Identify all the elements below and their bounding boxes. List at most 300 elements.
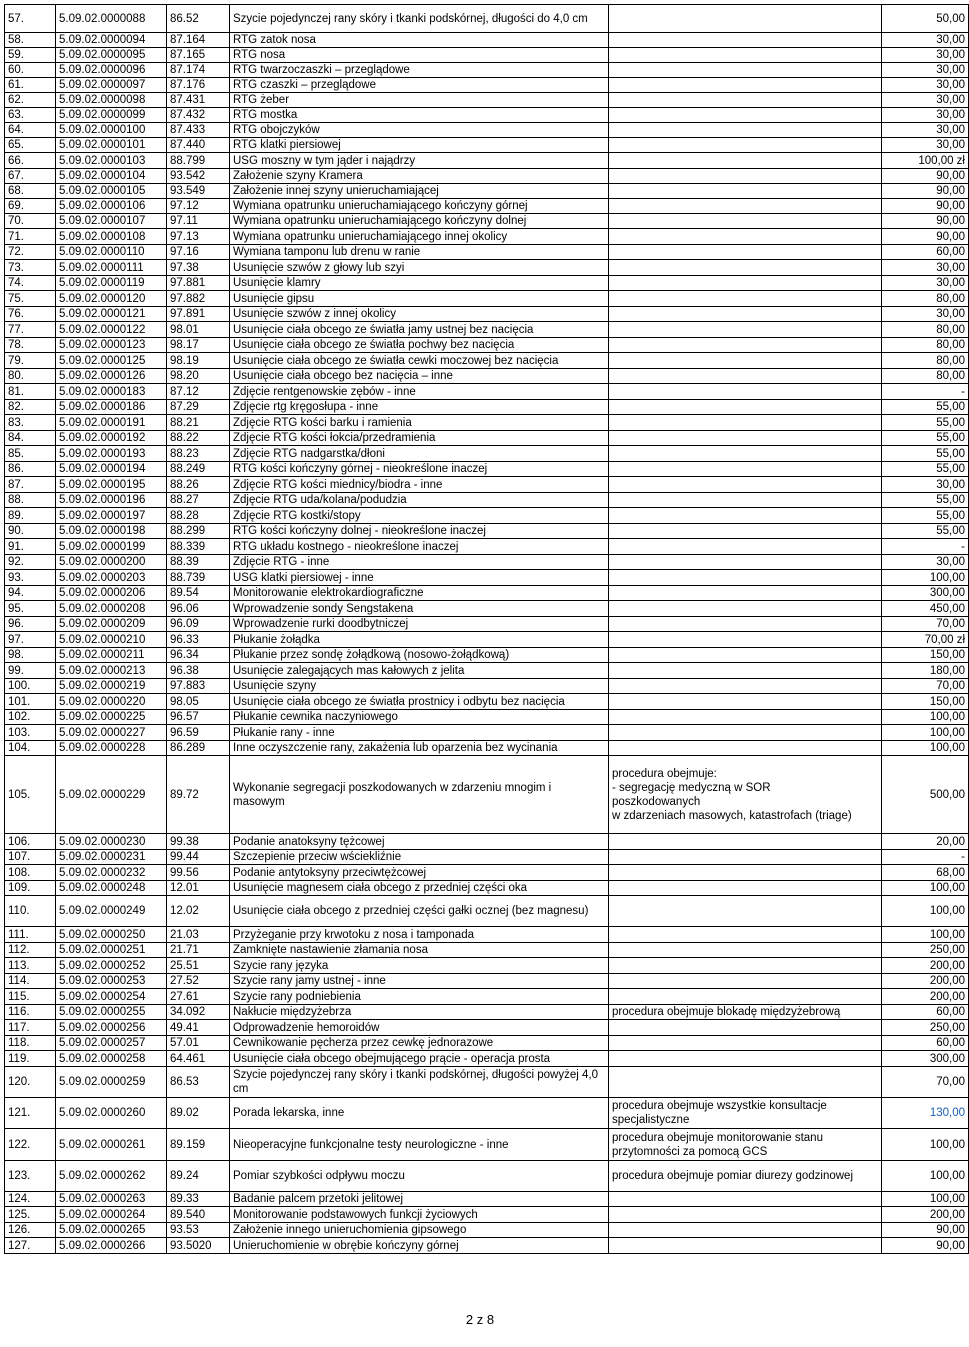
procedure-note-cell <box>609 384 882 400</box>
procedure-code-cell: 5.09.02.0000186 <box>56 400 167 415</box>
procedure-code-cell: 5.09.02.0000230 <box>56 834 167 850</box>
table-row <box>5 493 969 508</box>
row-number-cell: 76. <box>5 307 56 322</box>
row-number-cell: 91. <box>5 539 56 555</box>
row-number-cell: 83. <box>5 415 56 431</box>
price-cell: 90,00 <box>882 199 969 214</box>
row-number-cell: 61. <box>5 78 56 93</box>
table-row <box>5 570 969 586</box>
procedure-code-cell: 5.09.02.0000263 <box>56 1192 167 1207</box>
icd9-code-cell: 98.17 <box>167 338 230 353</box>
row-number-cell: 70. <box>5 214 56 229</box>
table-row <box>5 184 969 199</box>
row-number-cell: 62. <box>5 93 56 108</box>
row-number-cell: 92. <box>5 555 56 570</box>
procedure-code-cell: 5.09.02.0000197 <box>56 508 167 524</box>
price-cell: 30,00 <box>882 276 969 291</box>
table-row <box>5 1223 969 1238</box>
procedure-note-cell <box>609 322 882 338</box>
price-cell: 250,00 <box>882 1020 969 1036</box>
row-number-cell: 100. <box>5 679 56 694</box>
row-number-cell: 94. <box>5 586 56 601</box>
price-cell: 60,00 <box>882 245 969 260</box>
price-cell: 30,00 <box>882 63 969 78</box>
row-number-cell: 93. <box>5 570 56 586</box>
procedure-note-cell <box>609 276 882 291</box>
price-cell: 60,00 <box>882 1036 969 1051</box>
procedure-note-cell <box>609 33 882 48</box>
procedure-name-cell: Zdjęcie RTG uda/kolana/podudzia <box>230 493 609 508</box>
table-row <box>5 1129 969 1161</box>
table-row <box>5 1192 969 1207</box>
icd9-code-cell: 87.176 <box>167 78 230 93</box>
procedure-note-cell <box>609 353 882 369</box>
procedure-code-cell: 5.09.02.0000258 <box>56 1051 167 1067</box>
price-cell: 80,00 <box>882 322 969 338</box>
row-number-cell: 125. <box>5 1207 56 1223</box>
row-number-cell: 95. <box>5 601 56 617</box>
row-number-cell: 88. <box>5 493 56 508</box>
procedure-note-cell <box>609 570 882 586</box>
procedure-name-cell: Usunięcie klamry <box>230 276 609 291</box>
procedure-name-cell: Odprowadzenie hemoroidów <box>230 1020 609 1036</box>
procedure-note-cell <box>609 958 882 974</box>
icd9-code-cell: 88.21 <box>167 415 230 431</box>
procedure-name-cell: Usunięcie szwów z innej okolicy <box>230 307 609 322</box>
procedure-name-cell: Podanie anatoksyny tężcowej <box>230 834 609 850</box>
procedure-code-cell: 5.09.02.0000183 <box>56 384 167 400</box>
price-cell: 100,00 <box>882 710 969 725</box>
procedure-note-cell <box>609 1238 882 1254</box>
procedure-code-cell: 5.09.02.0000121 <box>56 307 167 322</box>
procedure-note-cell <box>609 974 882 989</box>
icd9-code-cell: 64.461 <box>167 1051 230 1067</box>
procedure-name-cell: Szycie pojedynczej rany skóry i tkanki podskórnej, długości powyżej 4,0 cm <box>230 1067 609 1098</box>
procedure-code-cell: 5.09.02.0000219 <box>56 679 167 694</box>
table-row <box>5 648 969 663</box>
procedure-name-cell: Porada lekarska, inne <box>230 1098 609 1129</box>
procedure-note-cell <box>609 679 882 694</box>
price-cell: 55,00 <box>882 431 969 446</box>
price-cell: 100,00 zł <box>882 153 969 169</box>
price-cell: 150,00 <box>882 648 969 663</box>
price-cell: 100,00 <box>882 927 969 943</box>
price-cell: 80,00 <box>882 338 969 353</box>
icd9-code-cell: 21.03 <box>167 927 230 943</box>
procedure-note-cell <box>609 539 882 555</box>
procedure-name-cell: Usunięcie ciała obcego z przedniej części gałki ocznej (bez magnesu) <box>230 896 609 927</box>
row-number-cell: 97. <box>5 632 56 648</box>
procedure-note-cell <box>609 1192 882 1207</box>
procedure-name-cell: Usunięcie ciała obcego ze światła cewki moczowej bez nacięcia <box>230 353 609 369</box>
procedure-code-cell: 5.09.02.0000232 <box>56 865 167 881</box>
table-row <box>5 431 969 446</box>
procedure-name-cell: Szycie rany podniebienia <box>230 989 609 1005</box>
procedure-code-cell: 5.09.02.0000100 <box>56 123 167 138</box>
procedure-code-cell: 5.09.02.0000249 <box>56 896 167 927</box>
procedure-code-cell: 5.09.02.0000203 <box>56 570 167 586</box>
procedure-note-cell <box>609 881 882 896</box>
table-row <box>5 834 969 850</box>
icd9-code-cell: 98.01 <box>167 322 230 338</box>
icd9-code-cell: 97.13 <box>167 229 230 245</box>
procedure-code-cell: 5.09.02.0000094 <box>56 33 167 48</box>
procedure-code-cell: 5.09.02.0000196 <box>56 493 167 508</box>
procedure-note-cell <box>609 632 882 648</box>
price-cell: 30,00 <box>882 307 969 322</box>
price-cell: 30,00 <box>882 48 969 63</box>
procedure-name-cell: Zdjęcie rentgenowskie zębów - inne <box>230 384 609 400</box>
procedure-code-cell: 5.09.02.0000209 <box>56 617 167 632</box>
row-number-cell: 119. <box>5 1051 56 1067</box>
table-row <box>5 663 969 679</box>
procedure-code-cell: 5.09.02.0000254 <box>56 989 167 1005</box>
procedure-code-cell: 5.09.02.0000096 <box>56 63 167 78</box>
procedure-code-cell: 5.09.02.0000095 <box>56 48 167 63</box>
procedure-code-cell: 5.09.02.0000227 <box>56 725 167 741</box>
table-row <box>5 741 969 756</box>
procedure-code-cell: 5.09.02.0000123 <box>56 338 167 353</box>
procedure-note-cell <box>609 601 882 617</box>
procedure-note-cell <box>609 834 882 850</box>
procedure-note-cell: procedura obejmuje wszystkie konsultacje specjalistyczne <box>609 1098 882 1129</box>
row-number-cell: 65. <box>5 138 56 153</box>
procedure-name-cell: Założenie innego unieruchomienia gipsowego <box>230 1223 609 1238</box>
procedure-name-cell: Monitorowanie podstawowych funkcji życiowych <box>230 1207 609 1223</box>
procedure-code-cell: 5.09.02.0000192 <box>56 431 167 446</box>
price-cell: 70,00 zł <box>882 632 969 648</box>
icd9-code-cell: 93.549 <box>167 184 230 199</box>
row-number-cell: 102. <box>5 710 56 725</box>
procedure-note-cell <box>609 245 882 260</box>
procedure-note-cell <box>609 1067 882 1098</box>
procedure-name-cell: Płukanie przez sondę żołądkową (nosowo-żołądkową) <box>230 648 609 663</box>
row-number-cell: 71. <box>5 229 56 245</box>
icd9-code-cell: 93.53 <box>167 1223 230 1238</box>
icd9-code-cell: 27.52 <box>167 974 230 989</box>
price-cell: 55,00 <box>882 415 969 431</box>
row-number-cell: 117. <box>5 1020 56 1036</box>
row-number-cell: 126. <box>5 1223 56 1238</box>
price-cell: 80,00 <box>882 291 969 307</box>
procedure-note-cell <box>609 108 882 123</box>
procedure-note-cell <box>609 663 882 679</box>
table-row <box>5 33 969 48</box>
row-number-cell: 118. <box>5 1036 56 1051</box>
procedure-note-cell <box>609 865 882 881</box>
row-number-cell: 75. <box>5 291 56 307</box>
table-row <box>5 524 969 539</box>
procedure-code-cell: 5.09.02.0000110 <box>56 245 167 260</box>
procedure-note-cell <box>609 1223 882 1238</box>
table-row <box>5 93 969 108</box>
page-number: 2 z 8 <box>465 1312 495 1327</box>
procedure-name-cell: Monitorowanie elektrokardiograficzne <box>230 586 609 601</box>
procedure-code-cell: 5.09.02.0000191 <box>56 415 167 431</box>
icd9-code-cell: 97.883 <box>167 679 230 694</box>
price-cell: 30,00 <box>882 78 969 93</box>
icd9-code-cell: 97.11 <box>167 214 230 229</box>
price-cell: 55,00 <box>882 462 969 477</box>
procedure-code-cell: 5.09.02.0000097 <box>56 78 167 93</box>
icd9-code-cell: 98.05 <box>167 694 230 710</box>
procedure-name-cell: USG moszny w tym jąder i najądrzy <box>230 153 609 169</box>
table-row <box>5 199 969 214</box>
procedure-note-cell <box>609 369 882 384</box>
icd9-code-cell: 89.33 <box>167 1192 230 1207</box>
price-cell: 55,00 <box>882 446 969 462</box>
procedure-code-cell: 5.09.02.0000200 <box>56 555 167 570</box>
table-row <box>5 245 969 260</box>
table-row <box>5 1207 969 1223</box>
table-row <box>5 974 969 989</box>
procedure-note-cell <box>609 169 882 184</box>
icd9-code-cell: 89.02 <box>167 1098 230 1129</box>
procedure-note-cell: procedura obejmuje pomiar diurezy godzinowej <box>609 1161 882 1192</box>
row-number-cell: 120. <box>5 1067 56 1098</box>
procedure-note-cell <box>609 927 882 943</box>
table-row <box>5 710 969 725</box>
procedure-code-cell: 5.09.02.0000122 <box>56 322 167 338</box>
procedure-name-cell: Zdjęcie RTG kości łokcia/przedramienia <box>230 431 609 446</box>
procedure-note-cell <box>609 694 882 710</box>
table-row <box>5 539 969 555</box>
procedure-code-cell: 5.09.02.0000229 <box>56 756 167 834</box>
icd9-code-cell: 88.22 <box>167 431 230 446</box>
procedure-code-cell: 5.09.02.0000266 <box>56 1238 167 1254</box>
table-row <box>5 229 969 245</box>
price-cell: 90,00 <box>882 1238 969 1254</box>
price-cell: 90,00 <box>882 229 969 245</box>
procedure-code-cell: 5.09.02.0000250 <box>56 927 167 943</box>
procedure-code-cell: 5.09.02.0000198 <box>56 524 167 539</box>
price-cell: 100,00 <box>882 725 969 741</box>
procedure-name-cell: Podanie antytoksyny przeciwtężcowej <box>230 865 609 881</box>
row-number-cell: 104. <box>5 741 56 756</box>
procedure-name-cell: RTG obojczyków <box>230 123 609 138</box>
row-number-cell: 73. <box>5 260 56 276</box>
icd9-code-cell: 93.542 <box>167 169 230 184</box>
procedure-note-cell <box>609 508 882 524</box>
price-cell: 55,00 <box>882 493 969 508</box>
icd9-code-cell: 88.249 <box>167 462 230 477</box>
table-row <box>5 1161 969 1192</box>
row-number-cell: 113. <box>5 958 56 974</box>
procedure-note-cell <box>609 896 882 927</box>
procedure-name-cell: Pomiar szybkości odpływu moczu <box>230 1161 609 1192</box>
procedure-note-cell <box>609 338 882 353</box>
table-row <box>5 1238 969 1254</box>
procedure-note-cell <box>609 446 882 462</box>
icd9-code-cell: 88.27 <box>167 493 230 508</box>
row-number-cell: 121. <box>5 1098 56 1129</box>
procedure-code-cell: 5.09.02.0000208 <box>56 601 167 617</box>
icd9-code-cell: 89.159 <box>167 1129 230 1161</box>
procedure-name-cell: RTG mostka <box>230 108 609 123</box>
procedure-name-cell: Szycie rany języka <box>230 958 609 974</box>
icd9-code-cell: 99.38 <box>167 834 230 850</box>
procedure-name-cell: RTG kości kończyny górnej - nieokreślone inaczej <box>230 462 609 477</box>
table-row <box>5 78 969 93</box>
procedure-name-cell: Płukanie żołądka <box>230 632 609 648</box>
procedure-note-cell <box>609 153 882 169</box>
procedure-code-cell: 5.09.02.0000253 <box>56 974 167 989</box>
procedure-name-cell: Założenie szyny Kramera <box>230 169 609 184</box>
procedure-code-cell: 5.09.02.0000088 <box>56 5 167 33</box>
table-row <box>5 369 969 384</box>
icd9-code-cell: 99.56 <box>167 865 230 881</box>
price-cell: 70,00 <box>882 1067 969 1098</box>
procedure-note-cell <box>609 93 882 108</box>
price-cell: 55,00 <box>882 508 969 524</box>
row-number-cell: 59. <box>5 48 56 63</box>
procedure-code-cell: 5.09.02.0000103 <box>56 153 167 169</box>
table-row <box>5 989 969 1005</box>
procedure-code-cell: 5.09.02.0000120 <box>56 291 167 307</box>
icd9-code-cell: 86.53 <box>167 1067 230 1098</box>
procedure-note-cell <box>609 617 882 632</box>
procedure-code-cell: 5.09.02.0000256 <box>56 1020 167 1036</box>
price-cell: 180,00 <box>882 663 969 679</box>
procedure-code-cell: 5.09.02.0000098 <box>56 93 167 108</box>
row-number-cell: 115. <box>5 989 56 1005</box>
row-number-cell: 122. <box>5 1129 56 1161</box>
row-number-cell: 98. <box>5 648 56 663</box>
icd9-code-cell: 88.39 <box>167 555 230 570</box>
procedure-name-cell: Szczepienie przeciw wściekliźnie <box>230 850 609 865</box>
icd9-code-cell: 86.289 <box>167 741 230 756</box>
table-row <box>5 415 969 431</box>
procedure-name-cell: Usunięcie ciała obcego bez nacięcia – inne <box>230 369 609 384</box>
price-cell: 70,00 <box>882 679 969 694</box>
table-row <box>5 1098 969 1129</box>
procedure-note-cell: procedura obejmuje: - segregację medyczną w SOR poszkodowanych w zdarzeniach masowych, katastrofach (triage) <box>609 756 882 834</box>
procedure-code-cell: 5.09.02.0000252 <box>56 958 167 974</box>
procedure-code-cell: 5.09.02.0000104 <box>56 169 167 184</box>
row-number-cell: 60. <box>5 63 56 78</box>
procedure-note-cell <box>609 1036 882 1051</box>
procedure-name-cell: Usunięcie ciała obcego obejmującego prącie - operacja prosta <box>230 1051 609 1067</box>
row-number-cell: 80. <box>5 369 56 384</box>
procedure-note-cell <box>609 138 882 153</box>
procedure-note-cell <box>609 291 882 307</box>
procedure-code-cell: 5.09.02.0000099 <box>56 108 167 123</box>
row-number-cell: 67. <box>5 169 56 184</box>
procedure-note-cell <box>609 462 882 477</box>
table-row <box>5 555 969 570</box>
procedure-name-cell: RTG układu kostnego - nieokreślone inaczej <box>230 539 609 555</box>
procedure-code-cell: 5.09.02.0000111 <box>56 260 167 276</box>
procedure-code-cell: 5.09.02.0000265 <box>56 1223 167 1238</box>
procedure-name-cell: Usunięcie ciała obcego ze światła pochwy bez nacięcia <box>230 338 609 353</box>
procedure-name-cell: Usunięcie ciała obcego ze światła jamy ustnej bez nacięcia <box>230 322 609 338</box>
price-cell: 200,00 <box>882 989 969 1005</box>
procedure-code-cell: 5.09.02.0000119 <box>56 276 167 291</box>
row-number-cell: 82. <box>5 400 56 415</box>
icd9-code-cell: 93.5020 <box>167 1238 230 1254</box>
table-row <box>5 48 969 63</box>
procedure-note-cell <box>609 725 882 741</box>
procedure-note-cell <box>609 710 882 725</box>
table-row <box>5 850 969 865</box>
procedure-name-cell: Usunięcie ciała obcego ze światła prostnicy i odbytu bez nacięcia <box>230 694 609 710</box>
procedure-note-cell <box>609 5 882 33</box>
table-row <box>5 169 969 184</box>
procedure-name-cell: Wymiana opatrunku unieruchamiającego kończyny dolnej <box>230 214 609 229</box>
icd9-code-cell: 87.165 <box>167 48 230 63</box>
price-cell: - <box>882 384 969 400</box>
table-row <box>5 446 969 462</box>
procedure-code-cell: 5.09.02.0000255 <box>56 1005 167 1020</box>
icd9-code-cell: 27.61 <box>167 989 230 1005</box>
row-number-cell: 85. <box>5 446 56 462</box>
table-row <box>5 679 969 694</box>
row-number-cell: 58. <box>5 33 56 48</box>
procedure-note-cell <box>609 123 882 138</box>
row-number-cell: 127. <box>5 1238 56 1254</box>
price-cell: 30,00 <box>882 93 969 108</box>
procedure-name-cell: Inne oczyszczenie rany, zakażenia lub oparzenia bez wycinania <box>230 741 609 756</box>
table-row <box>5 5 969 33</box>
table-row <box>5 214 969 229</box>
row-number-cell: 110. <box>5 896 56 927</box>
procedure-code-cell: 5.09.02.0000106 <box>56 199 167 214</box>
procedure-code-cell: 5.09.02.0000260 <box>56 1098 167 1129</box>
table-row <box>5 322 969 338</box>
procedure-code-cell: 5.09.02.0000251 <box>56 943 167 958</box>
table-row <box>5 1005 969 1020</box>
procedure-name-cell: Nieoperacyjne funkcjonalne testy neurologiczne - inne <box>230 1129 609 1161</box>
price-cell: 30,00 <box>882 33 969 48</box>
price-cell: - <box>882 539 969 555</box>
row-number-cell: 78. <box>5 338 56 353</box>
procedure-note-cell <box>609 48 882 63</box>
price-cell: 250,00 <box>882 943 969 958</box>
row-number-cell: 116. <box>5 1005 56 1020</box>
row-number-cell: 90. <box>5 524 56 539</box>
icd9-code-cell: 12.01 <box>167 881 230 896</box>
row-number-cell: 99. <box>5 663 56 679</box>
row-number-cell: 108. <box>5 865 56 881</box>
procedure-code-cell: 5.09.02.0000125 <box>56 353 167 369</box>
procedure-name-cell: RTG czaszki – przeglądowe <box>230 78 609 93</box>
procedure-note-cell <box>609 260 882 276</box>
procedure-name-cell: RTG zatok nosa <box>230 33 609 48</box>
table-row <box>5 943 969 958</box>
procedure-name-cell: Nakłucie międzyżebrza <box>230 1005 609 1020</box>
procedure-note-cell <box>609 78 882 93</box>
icd9-code-cell: 89.24 <box>167 1161 230 1192</box>
price-cell: 200,00 <box>882 974 969 989</box>
procedure-note-cell <box>609 1020 882 1036</box>
icd9-code-cell: 88.28 <box>167 508 230 524</box>
procedure-name-cell: Zdjęcie rtg kręgosłupa - inne <box>230 400 609 415</box>
procedure-code-cell: 5.09.02.0000195 <box>56 477 167 493</box>
procedure-name-cell: Usunięcie magnesem ciała obcego z przedniej części oka <box>230 881 609 896</box>
procedure-code-cell: 5.09.02.0000108 <box>56 229 167 245</box>
procedure-code-cell: 5.09.02.0000199 <box>56 539 167 555</box>
table-row <box>5 353 969 369</box>
procedure-name-cell: Wymiana opatrunku unieruchamiającego innej okolicy <box>230 229 609 245</box>
icd9-code-cell: 99.44 <box>167 850 230 865</box>
price-cell: 68,00 <box>882 865 969 881</box>
icd9-code-cell: 89.540 <box>167 1207 230 1223</box>
icd9-code-cell: 87.431 <box>167 93 230 108</box>
icd9-code-cell: 88.26 <box>167 477 230 493</box>
price-cell: 200,00 <box>882 1207 969 1223</box>
price-cell: 30,00 <box>882 108 969 123</box>
icd9-code-cell: 21.71 <box>167 943 230 958</box>
